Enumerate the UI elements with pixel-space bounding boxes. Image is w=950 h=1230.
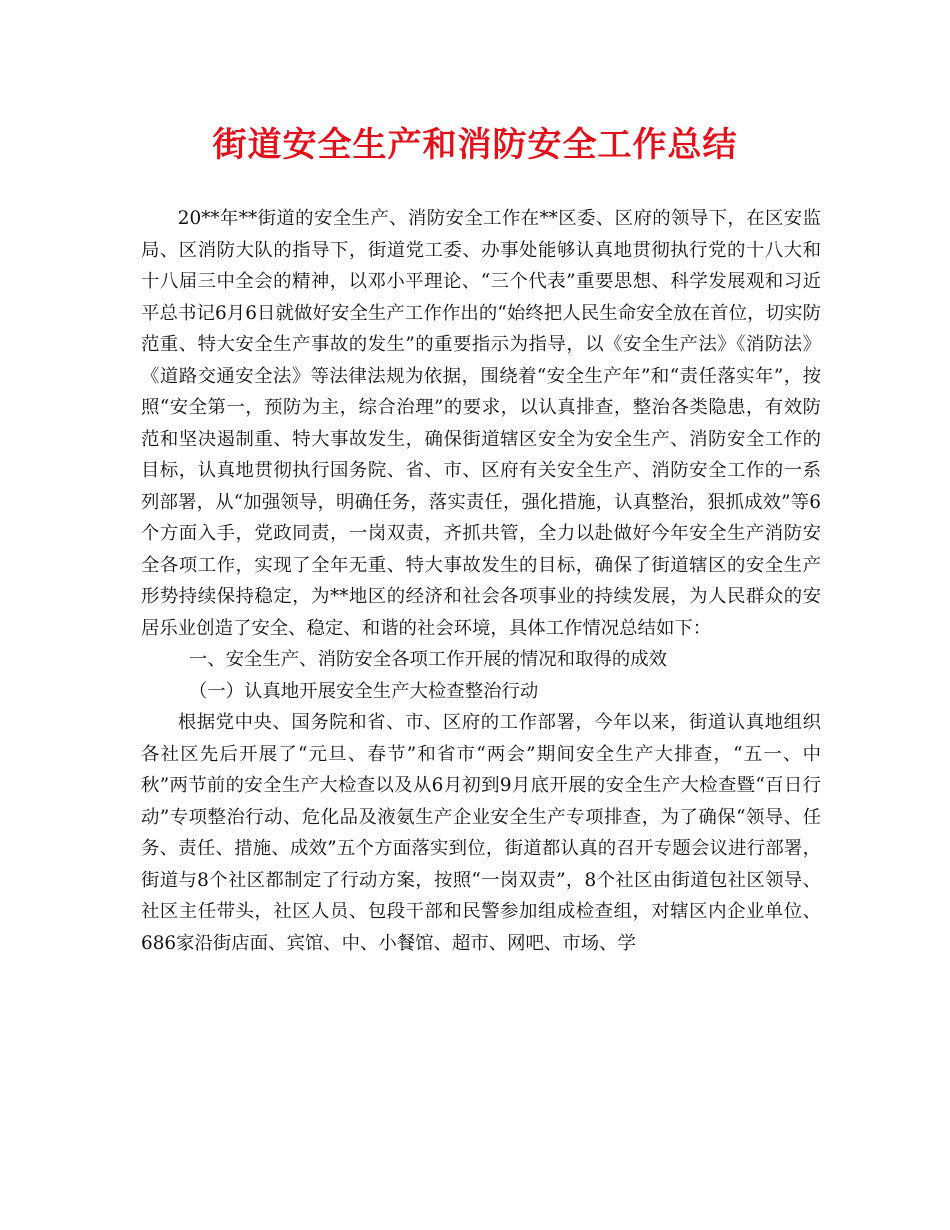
document-title: 街道安全生产和消防安全工作总结 <box>212 125 738 165</box>
body-paragraph: 根据党中央、国务院和省、市、区府的工作部署，今年以来，街道认真地组织各社区先后开展了“元旦、春节”和省市“两会”期间安全生产大排查，“五一、中秋”两节前的安全生产大检查以及从6月初到9月底开展的安全生产大检查暨“百日行动”专项整治行动、危化品及液氨生产企业安全生产专项排查，为了确保“领导、任务、责任、措施、成效”五个方面落实到位，街道都认真的召开专题会议进行部署，街道与8个社区都制定了行动方案，按照“一岗双责”，8个社区由街道包社区领导、社区主任带头，社区人员、包段干部和民警参加组成检查组，对辖区内企业单位、686家沿街店面、宾馆、中、小餐馆、超市、网吧、市场、学 <box>141 712 821 954</box>
document-body <box>141 203 821 959</box>
section-heading-2: （一）认真地开展安全生产大检查整治行动 <box>188 680 539 702</box>
intro-paragraph: 20**年**街道的安全生产、消防安全工作在**区委、区府的领导下，在区安监局、区消防大队的指导下，街道党工委、办事处能够认真地贯彻执行党的十八大和十八届三中全会的精神，以邓小平理论、“三个代表”重要思想、科学发展观和习近平总书记6月6日就做好安全生产工作作出的“始终把人民生命安全放在首位，切实防范重、特大安全生产事故的发生”的重要指示为指导，以《安全生产法》《消防法》《道路交通安全法》等法律法规为依据，围绕着“安全生产年”和“责任落实年”，按照“安全第一，预防为主，综合治理”的要求，以认真排查，整治各类隐患，有效防范和坚决遏制重、特大事故发生，确保街道辖区安全为安全生产、消防安全工作的目标，认真地贯彻执行国务院、省、市、区府有关安全生产、消防安全工作的一系列部署，从“加强领导，明确任务，落实责任，强化措施，认真整治，狠抓成效”等6个方面入手，党政同责，一岗双责，齐抓共管，全力以赴做好今年安全生产消防安全各项工作，实现了全年无重、特大事故发生的目标，确保了街道辖区的安全生产形势持续保持稳定，为**地区的经济和社会各项事业的持续发展，为人民群众的安居乐业创造了安全、稳定、和谐的社会环境，具体工作情况总结如下： <box>141 208 821 639</box>
section-heading-1: 一、安全生产、消防安全各项工作开展的情况和取得的成效 <box>188 649 667 670</box>
